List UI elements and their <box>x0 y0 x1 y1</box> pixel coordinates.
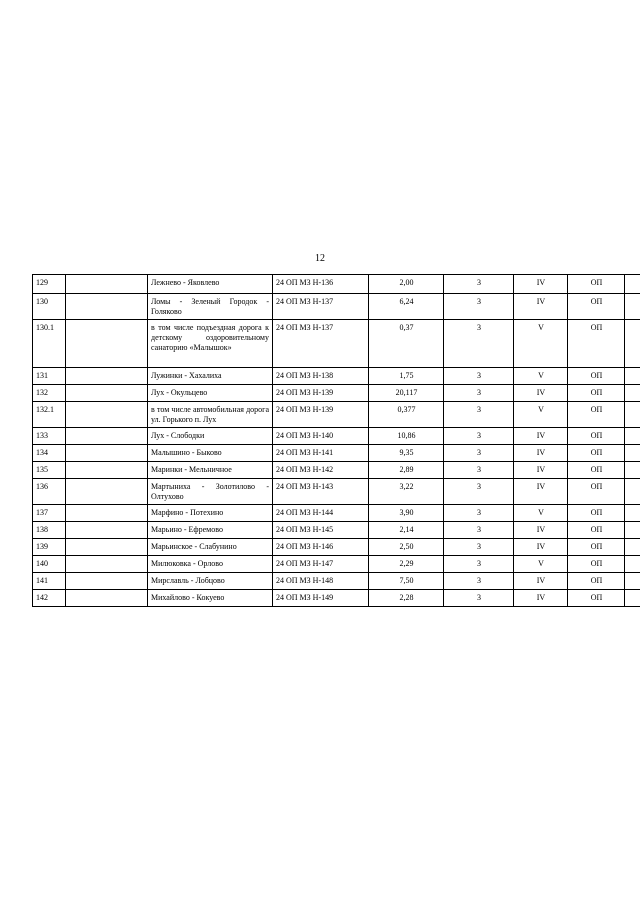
blank-cell <box>66 275 148 294</box>
type-cell: ОП <box>568 522 625 539</box>
table-row <box>33 294 640 320</box>
road-name-cell: Марфино - Потехино <box>148 505 273 522</box>
road-name-cell: Лух - Окульцево <box>148 385 273 402</box>
class-cell: IV <box>514 294 568 320</box>
blank-cell <box>66 320 148 368</box>
row-number-cell: 139 <box>33 539 66 556</box>
blank-cell <box>66 294 148 320</box>
blank-cell <box>66 539 148 556</box>
length-cell: 20,117 <box>369 385 444 402</box>
category-cell: 3 <box>444 402 514 428</box>
class-cell: V <box>514 505 568 522</box>
category-cell: 3 <box>444 590 514 607</box>
extra-cell <box>625 445 640 462</box>
category-cell: 3 <box>444 320 514 368</box>
blank-cell <box>66 556 148 573</box>
extra-cell <box>625 573 640 590</box>
table-row <box>33 462 640 479</box>
length-cell: 0,377 <box>369 402 444 428</box>
blank-cell <box>66 402 148 428</box>
road-code-cell: 24 ОП МЗ Н-141 <box>273 445 369 462</box>
table-row <box>33 522 640 539</box>
table-row <box>33 320 640 368</box>
extra-cell <box>625 368 640 385</box>
extra-cell <box>625 539 640 556</box>
table-row <box>33 445 640 462</box>
blank-cell <box>66 590 148 607</box>
road-name-cell: Маринки - Мельничное <box>148 462 273 479</box>
row-number-cell: 142 <box>33 590 66 607</box>
class-cell: IV <box>514 385 568 402</box>
type-cell: ОП <box>568 428 625 445</box>
extra-cell <box>625 462 640 479</box>
row-number-cell: 136 <box>33 479 66 505</box>
length-cell: 2,89 <box>369 462 444 479</box>
table-row <box>33 479 640 505</box>
category-cell: 3 <box>444 556 514 573</box>
type-cell: ОП <box>568 556 625 573</box>
road-name-cell: Ломы - Зеленый Городок - Голяково <box>148 294 273 320</box>
road-code-cell: 24 ОП МЗ Н-145 <box>273 522 369 539</box>
road-name-cell: Лух - Слободки <box>148 428 273 445</box>
road-code-cell: 24 ОП МЗ Н-149 <box>273 590 369 607</box>
type-cell: ОП <box>568 539 625 556</box>
category-cell: 3 <box>444 368 514 385</box>
class-cell: V <box>514 402 568 428</box>
category-cell: 3 <box>444 539 514 556</box>
blank-cell <box>66 368 148 385</box>
road-code-cell: 24 ОП МЗ Н-140 <box>273 428 369 445</box>
type-cell: ОП <box>568 275 625 294</box>
type-cell: ОП <box>568 445 625 462</box>
blank-cell <box>66 428 148 445</box>
length-cell: 2,29 <box>369 556 444 573</box>
class-cell: IV <box>514 479 568 505</box>
type-cell: ОП <box>568 294 625 320</box>
type-cell: ОП <box>568 385 625 402</box>
category-cell: 3 <box>444 505 514 522</box>
length-cell: 9,35 <box>369 445 444 462</box>
class-cell: V <box>514 556 568 573</box>
road-code-cell: 24 ОП МЗ Н-146 <box>273 539 369 556</box>
type-cell: ОП <box>568 505 625 522</box>
category-cell: 3 <box>444 294 514 320</box>
extra-cell <box>625 402 640 428</box>
category-cell: 3 <box>444 428 514 445</box>
road-code-cell: 24 ОП МЗ Н-139 <box>273 402 369 428</box>
road-code-cell: 24 ОП МЗ Н-147 <box>273 556 369 573</box>
table-row <box>33 275 640 294</box>
road-code-cell: 24 ОП МЗ Н-138 <box>273 368 369 385</box>
extra-cell <box>625 428 640 445</box>
extra-cell <box>625 590 640 607</box>
category-cell: 3 <box>444 479 514 505</box>
road-name-cell: Мартыниха - Золотилово - Олтухово <box>148 479 273 505</box>
road-code-cell: 24 ОП МЗ Н-143 <box>273 479 369 505</box>
class-cell: V <box>514 368 568 385</box>
length-cell: 2,14 <box>369 522 444 539</box>
road-name-cell: Лужинки - Хахалиха <box>148 368 273 385</box>
table-row <box>33 505 640 522</box>
blank-cell <box>66 385 148 402</box>
row-number-cell: 135 <box>33 462 66 479</box>
road-code-cell: 24 ОП МЗ Н-137 <box>273 320 369 368</box>
length-cell: 0,37 <box>369 320 444 368</box>
row-number-cell: 130 <box>33 294 66 320</box>
extra-cell <box>625 522 640 539</box>
table-row <box>33 368 640 385</box>
row-number-cell: 134 <box>33 445 66 462</box>
row-number-cell: 138 <box>33 522 66 539</box>
row-number-cell: 140 <box>33 556 66 573</box>
table-body <box>33 275 640 607</box>
class-cell: V <box>514 320 568 368</box>
class-cell: IV <box>514 573 568 590</box>
row-number-cell: 132 <box>33 385 66 402</box>
table-row <box>33 556 640 573</box>
blank-cell <box>66 522 148 539</box>
class-cell: IV <box>514 462 568 479</box>
row-number-cell: 129 <box>33 275 66 294</box>
type-cell: ОП <box>568 590 625 607</box>
road-name-cell: Малышино - Быково <box>148 445 273 462</box>
category-cell: 3 <box>444 462 514 479</box>
blank-cell <box>66 445 148 462</box>
road-code-cell: 24 ОП МЗ Н-139 <box>273 385 369 402</box>
extra-cell <box>625 556 640 573</box>
extra-cell <box>625 385 640 402</box>
type-cell: ОП <box>568 573 625 590</box>
class-cell: IV <box>514 275 568 294</box>
length-cell: 3,22 <box>369 479 444 505</box>
class-cell: IV <box>514 590 568 607</box>
length-cell: 10,86 <box>369 428 444 445</box>
road-name-cell: Михайлово - Кокуево <box>148 590 273 607</box>
road-code-cell: 24 ОП МЗ Н-136 <box>273 275 369 294</box>
road-name-cell: Мирславль - Лобцово <box>148 573 273 590</box>
table-row <box>33 590 640 607</box>
extra-cell <box>625 275 640 294</box>
road-name-cell: в том числе подъездная дорога к детскому оздоровительному санаторию «Малышок» <box>148 320 273 368</box>
page-number: 12 <box>315 253 325 264</box>
road-code-cell: 24 ОП МЗ Н-137 <box>273 294 369 320</box>
length-cell: 2,00 <box>369 275 444 294</box>
table-row <box>33 385 640 402</box>
road-name-cell: Милюковка - Орлово <box>148 556 273 573</box>
category-cell: 3 <box>444 385 514 402</box>
length-cell: 6,24 <box>369 294 444 320</box>
type-cell: ОП <box>568 368 625 385</box>
extra-cell <box>625 294 640 320</box>
row-number-cell: 132.1 <box>33 402 66 428</box>
road-name-cell: Лежнево - Яковлево <box>148 275 273 294</box>
table-row <box>33 539 640 556</box>
blank-cell <box>66 505 148 522</box>
road-name-cell: в том числе автомобильная дорога ул. Горького п. Лух <box>148 402 273 428</box>
length-cell: 7,50 <box>369 573 444 590</box>
class-cell: IV <box>514 428 568 445</box>
length-cell: 1,75 <box>369 368 444 385</box>
row-number-cell: 131 <box>33 368 66 385</box>
row-number-cell: 130.1 <box>33 320 66 368</box>
category-cell: 3 <box>444 522 514 539</box>
row-number-cell: 133 <box>33 428 66 445</box>
road-code-cell: 24 ОП МЗ Н-144 <box>273 505 369 522</box>
road-name-cell: Марьинское - Слабунино <box>148 539 273 556</box>
blank-cell <box>66 462 148 479</box>
extra-cell <box>625 320 640 368</box>
length-cell: 2,50 <box>369 539 444 556</box>
category-cell: 3 <box>444 573 514 590</box>
length-cell: 2,28 <box>369 590 444 607</box>
row-number-cell: 137 <box>33 505 66 522</box>
type-cell: ОП <box>568 402 625 428</box>
category-cell: 3 <box>444 445 514 462</box>
type-cell: ОП <box>568 320 625 368</box>
road-code-cell: 24 ОП МЗ Н-148 <box>273 573 369 590</box>
table-row <box>33 402 640 428</box>
blank-cell <box>66 479 148 505</box>
road-name-cell: Марьино - Ефремово <box>148 522 273 539</box>
road-code-cell: 24 ОП МЗ Н-142 <box>273 462 369 479</box>
class-cell: IV <box>514 445 568 462</box>
type-cell: ОП <box>568 462 625 479</box>
table-row <box>33 573 640 590</box>
table-row <box>33 428 640 445</box>
blank-cell <box>66 573 148 590</box>
extra-cell <box>625 505 640 522</box>
class-cell: IV <box>514 522 568 539</box>
extra-cell <box>625 479 640 505</box>
class-cell: IV <box>514 539 568 556</box>
type-cell: ОП <box>568 479 625 505</box>
row-number-cell: 141 <box>33 573 66 590</box>
roads-table <box>32 274 640 607</box>
length-cell: 3,90 <box>369 505 444 522</box>
category-cell: 3 <box>444 275 514 294</box>
